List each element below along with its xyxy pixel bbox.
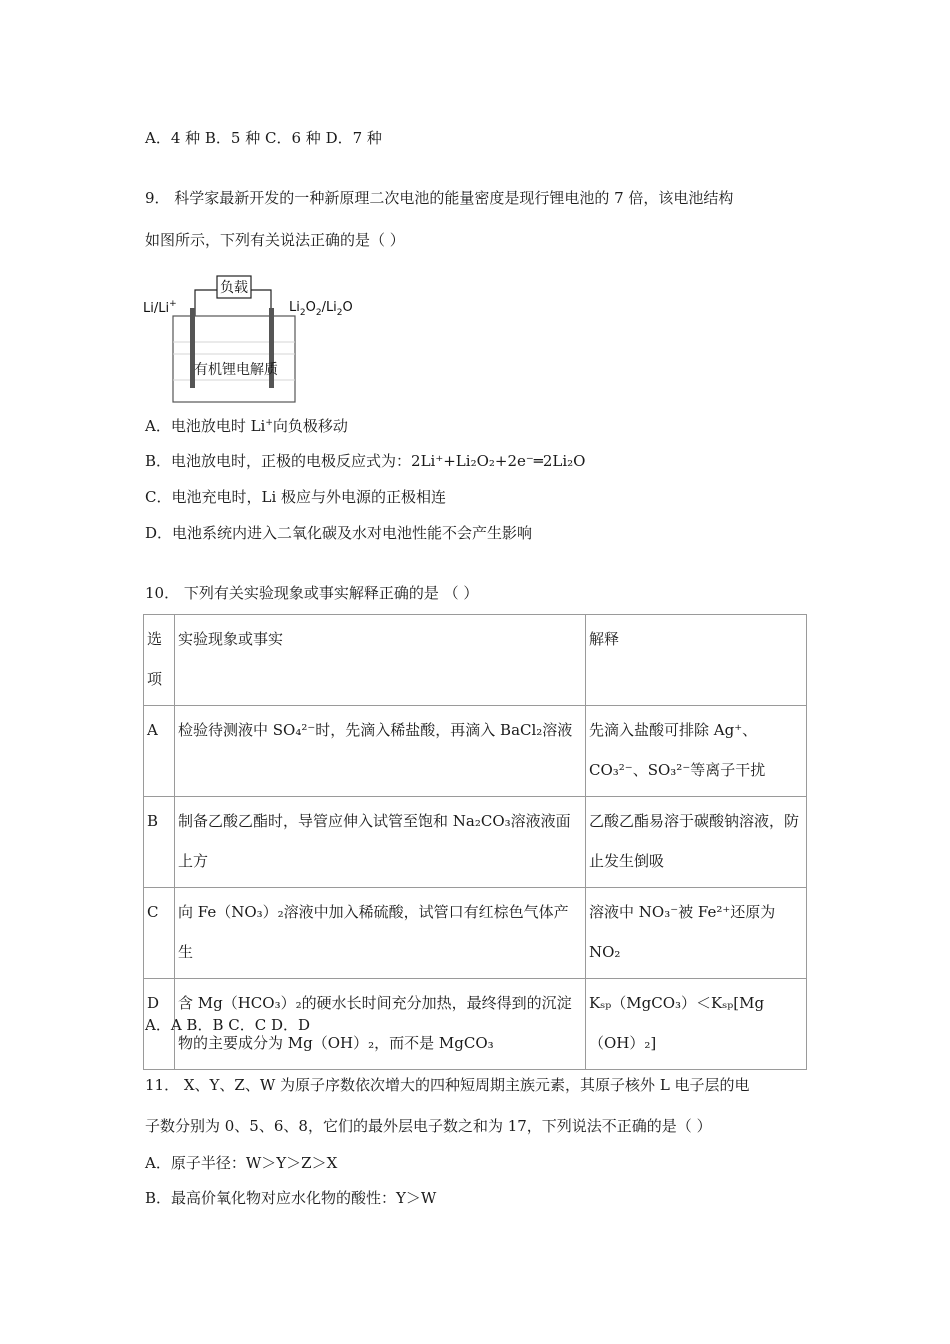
table-row xyxy=(144,706,807,797)
q9-stem-line2: 如图所示，下列有关说法正确的是（ ） xyxy=(145,231,405,249)
electrolyte-label: 有机锂电解质 xyxy=(194,362,278,378)
q10-stem: 10． 下列有关实验现象或事实解释正确的是 （ ） xyxy=(145,584,479,602)
header-explanation: 解释 xyxy=(586,615,807,706)
header-fact: 实验现象或事实 xyxy=(175,615,586,706)
battery-diagram xyxy=(143,272,373,407)
row-fact: 含 Mg（HCO₃）₂的硬水长时间充分加热，最终得到的沉淀物的主要成分为 Mg（OH）₂，而不是 MgCO₃ xyxy=(175,979,586,1070)
table-row xyxy=(144,888,807,979)
row-label: D xyxy=(144,979,175,1070)
row-explanation: Kₛₚ（MgCO₃）＜Kₛₚ[Mg（OH）₂] xyxy=(586,979,807,1070)
q11-stem-line1: 11． X、Y、Z、W 为原子序数依次增大的四种短周期主族元素，其原子核外 L 电子层的电 xyxy=(145,1076,750,1094)
q9-option-b: B．电池放电时，正极的电极反应式为：2Li⁺+Li₂O₂+2e⁻═2Li₂O xyxy=(145,452,586,470)
q11-stem-line2: 子数分别为 0、5、6、8，它们的最外层电子数之和为 17，下列说法不正确的是（ ） xyxy=(145,1117,712,1135)
table-header-row xyxy=(144,615,807,706)
row-explanation: 先滴入盐酸可排除 Ag⁺、CO₃²⁻、SO₃²⁻等离子干扰 xyxy=(586,706,807,797)
load-label: 负载 xyxy=(220,280,248,296)
row-label: B xyxy=(144,797,175,888)
row-label: C xyxy=(144,888,175,979)
row-fact: 向 Fe（NO₃）₂溶液中加入稀硫酸，试管口有红棕色气体产生 xyxy=(175,888,586,979)
q10-options: A．A B．B C．C D．D xyxy=(145,1016,311,1034)
row-label: A xyxy=(144,706,175,797)
left-electrode-label: Li/Li+ xyxy=(143,299,177,316)
q11-option-a: A．原子半径：W＞Y＞Z＞X xyxy=(145,1154,338,1172)
q9-stem-line1: 9． 科学家最新开发的一种新原理二次电池的能量密度是现行锂电池的 7 倍，该电池结构 xyxy=(145,189,734,207)
right-electrode-label: $Li_2O_2/Li_2O$ xyxy=(289,300,353,318)
q10-table xyxy=(143,614,807,1070)
row-fact: 检验待测液中 SO₄²⁻时，先滴入稀盐酸，再滴入 BaCl₂溶液 xyxy=(175,706,586,797)
q9-option-d: D．电池系统内进入二氧化碳及水对电池性能不会产生影响 xyxy=(145,524,533,542)
q11-option-b: B．最高价氧化物对应水化物的酸性：Y＞W xyxy=(145,1189,437,1207)
row-fact: 制备乙酸乙酯时，导管应伸入试管至饱和 Na₂CO₃溶液液面上方 xyxy=(175,797,586,888)
header-option: 选项 xyxy=(144,615,175,706)
row-explanation: 溶液中 NO₃⁻被 Fe²⁺还原为 NO₂ xyxy=(586,888,807,979)
row-explanation: 乙酸乙酯易溶于碳酸钠溶液，防止发生倒吸 xyxy=(586,797,807,888)
q8-options: A．4 种 B．5 种 C．6 种 D．7 种 xyxy=(145,129,382,147)
q9-option-a: A．电池放电时 Li+向负极移动 xyxy=(145,417,348,435)
table-row xyxy=(144,797,807,888)
q9-option-c: C．电池充电时，Li 极应与外电源的正极相连 xyxy=(145,488,447,506)
